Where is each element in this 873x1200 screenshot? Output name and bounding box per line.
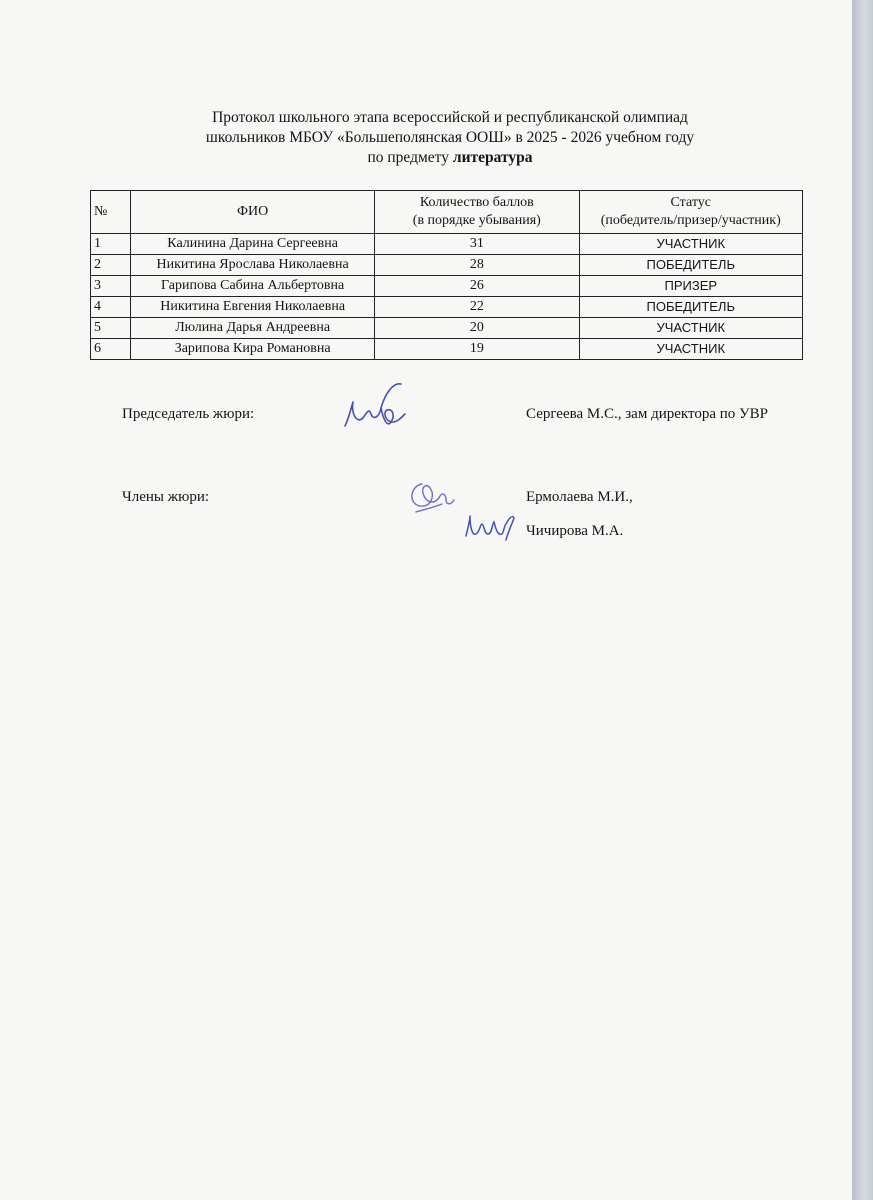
row-name: Люлина Дарья Андреевна xyxy=(131,318,375,339)
title-line-1: Протокол школьного этапа всероссийской и республиканской олимпиад xyxy=(212,109,688,126)
row-score: 19 xyxy=(375,339,579,360)
jury-members-label: Члены жюри: xyxy=(122,489,210,505)
member-signature-icon xyxy=(458,506,522,546)
header-score-line-1: Количество баллов xyxy=(419,195,534,210)
jury-chair-name: Сергеева М.С., зам директора по УВР xyxy=(526,406,768,422)
scan-edge xyxy=(852,0,873,1200)
row-status: УЧАСТНИК xyxy=(579,339,802,360)
row-status: ПОБЕДИТЕЛЬ xyxy=(579,297,802,318)
title-subject: литература xyxy=(452,149,533,166)
jury-member-1: Ермолаева М.И., xyxy=(526,489,633,505)
row-score: 22 xyxy=(375,297,579,318)
row-num: 6 xyxy=(91,339,131,360)
header-status-line-2: (победитель/призер/участник) xyxy=(600,213,781,228)
table-row xyxy=(91,339,803,360)
row-name: Никитина Ярослава Николаевна xyxy=(131,255,375,276)
header-score xyxy=(375,191,579,234)
row-name: Гарипова Сабина Альбертовна xyxy=(131,276,375,297)
table-row xyxy=(91,234,803,255)
table-row xyxy=(91,255,803,276)
title-line-3 xyxy=(0,148,873,168)
row-score: 20 xyxy=(375,318,579,339)
row-status: ПРИЗЕР xyxy=(579,276,802,297)
table-header-row xyxy=(91,191,803,234)
row-name: Никитина Евгения Николаевна xyxy=(131,297,375,318)
header-score-line-2: (в порядке убывания) xyxy=(412,213,541,228)
row-num: 1 xyxy=(91,234,131,255)
header-status-line-1: Статус xyxy=(670,195,711,210)
header-status xyxy=(579,191,802,234)
row-score: 31 xyxy=(375,234,579,255)
member-signature-icon xyxy=(402,474,462,518)
table-row xyxy=(91,276,803,297)
title-line-2: школьников МБОУ «Большеполянская ООШ» в 2025 - 2026 учебном году xyxy=(205,129,695,146)
document-title xyxy=(0,108,873,168)
row-status: УЧАСТНИК xyxy=(579,234,802,255)
header-name: ФИО xyxy=(131,191,375,234)
row-status: УЧАСТНИК xyxy=(579,318,802,339)
row-num: 2 xyxy=(91,255,131,276)
row-score: 28 xyxy=(375,255,579,276)
row-status: ПОБЕДИТЕЛЬ xyxy=(579,255,802,276)
jury-member-2: Чичирова М.А. xyxy=(526,523,624,539)
table-row xyxy=(91,297,803,318)
row-num: 3 xyxy=(91,276,131,297)
row-score: 26 xyxy=(375,276,579,297)
results-table xyxy=(90,190,803,360)
title-subject-prefix: по предмету xyxy=(367,149,453,166)
row-name: Калинина Дарина Сергеевна xyxy=(131,234,375,255)
table-row xyxy=(91,318,803,339)
jury-chair-label: Председатель жюри: xyxy=(122,406,255,422)
row-num: 5 xyxy=(91,318,131,339)
row-num: 4 xyxy=(91,297,131,318)
chair-signature-icon xyxy=(335,378,415,438)
row-name: Зарипова Кира Романовна xyxy=(131,339,375,360)
header-num: № xyxy=(91,191,131,234)
